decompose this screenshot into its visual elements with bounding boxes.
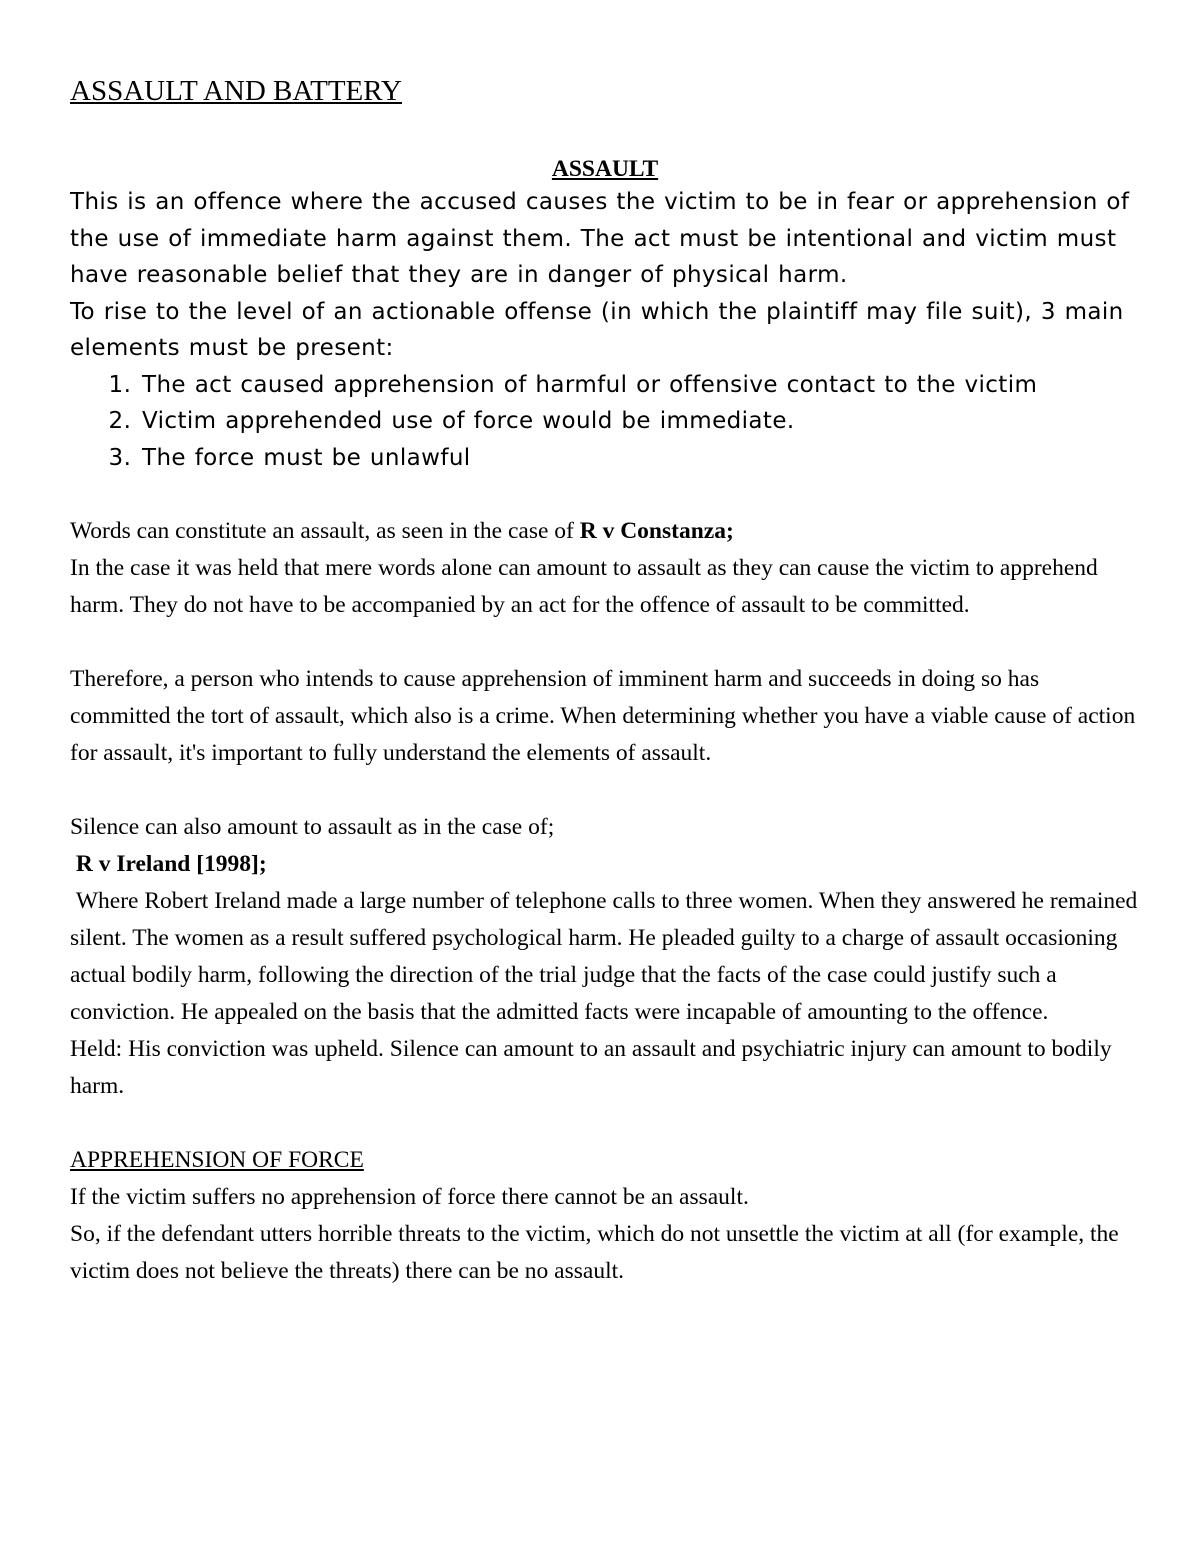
element-item: 2. Victim apprehended use of force would be immediate. <box>140 403 1140 440</box>
actionable-elements-intro: To rise to the level of an actionable offense (in which the plaintiff may file suit), 3 main elements must be present: <box>70 298 1124 361</box>
element-item: 1. The act caused apprehension of harmful or offensive contact to the victim <box>140 367 1140 404</box>
apprehension-paragraph-2: So, if the defendant utters horrible threats to the victim, which do not unsettle the victim at all (for example, the victim does not believe the threats) there can be no assault. <box>70 1221 1119 1284</box>
apprehension-section <box>70 1142 1140 1290</box>
constanza-section <box>70 513 1140 624</box>
apprehension-paragraph-1: If the victim suffers no apprehension of force there cannot be an assault. <box>70 1184 749 1210</box>
words-paragraph <box>70 513 1140 550</box>
constanza-paragraph: In the case it was held that mere words alone can amount to assault as they can cause the victim to apprehend harm. They do not have to be accompanied by an act for the offence of assault to be committed. <box>70 555 1098 618</box>
therefore-paragraph: Therefore, a person who intends to cause apprehension of imminent harm and succeeds in doing so has committed the tort of assault, which also is a crime. When determining whether you have a viable cause of action for assault, it's important to fully understand the elements of assault. <box>70 666 1136 766</box>
assault-definition-paragraph: This is an offence where the accused causes the victim to be in fear or apprehension of the use of immediate harm against them. The act must be intentional and victim must have reasonable belief that they are in danger of physical harm. <box>70 189 1130 288</box>
words-intro: Words can constitute an assault, as seen in the case of <box>70 518 580 544</box>
case-name-constanza: R v Constanza; <box>579 518 734 544</box>
apprehension-heading: APPREHENSION OF FORCE <box>70 1147 364 1173</box>
therefore-section <box>70 661 1140 772</box>
elements-list <box>70 367 1140 477</box>
assault-definition-section <box>70 184 1140 476</box>
element-item: 3. The force must be unlawful <box>140 440 1140 477</box>
ireland-paragraph <box>70 883 1140 1031</box>
held-paragraph: Held: His conviction was upheld. Silence can amount to an assault and psychiatric injury can amount to bodily harm. <box>70 1036 1112 1099</box>
assault-heading: ASSAULT <box>551 156 659 182</box>
ireland-section <box>70 809 1140 1105</box>
case-name-ireland-line <box>70 846 1140 883</box>
ireland-text: Where Robert Ireland made a large number of telephone calls to three women. When they answered he remained silent. The women as a result suffered psychological harm. He pleaded guilty to a charge of assault occasioning actual bodily harm, following the direction of the trial judge that the facts of the case could justify such a conviction. He appealed on the basis that the admitted facts were incapable of amounting to the offence. <box>70 888 1138 1025</box>
silence-intro: Silence can also amount to assault as in the case of; <box>70 814 555 840</box>
document-title: ASSAULT AND BATTERY <box>70 75 402 107</box>
case-name-ireland: R v Ireland [1998]; <box>75 851 267 877</box>
document-page <box>70 72 1140 1290</box>
